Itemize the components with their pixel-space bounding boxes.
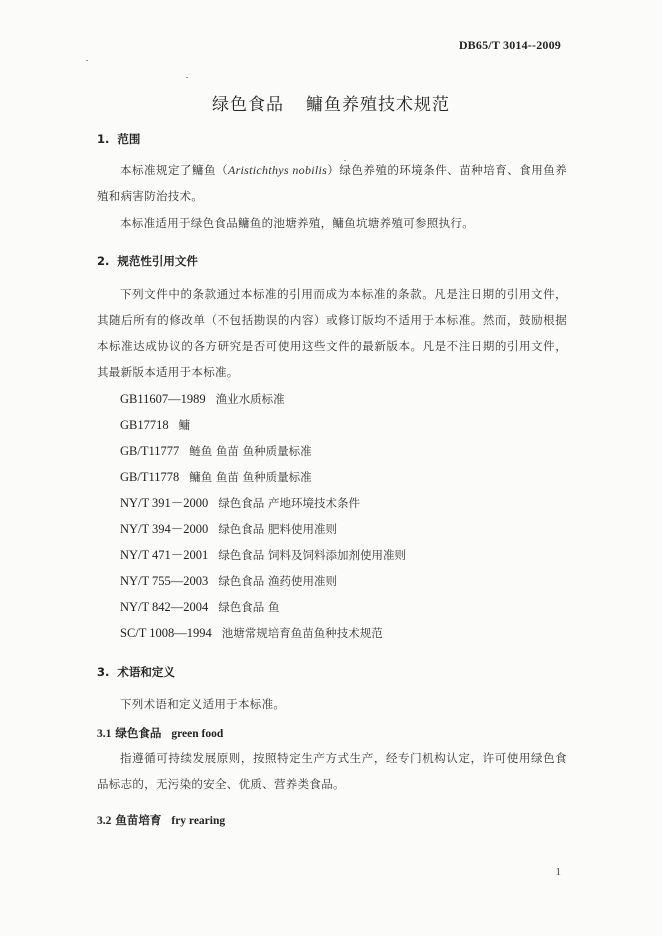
section-title: 规范性引用文件 [117, 254, 198, 268]
term-green-food-heading [97, 725, 223, 741]
reference-title: 鳙鱼 鱼苗 鱼种质量标准 [189, 470, 312, 484]
reference-item [120, 414, 406, 440]
scan-speck [86, 60, 88, 61]
section-number: 1. [97, 132, 110, 146]
reference-title: 绿色食品 渔药使用准则 [218, 574, 337, 588]
section-scope-heading [97, 131, 140, 147]
scope-paragraph-2: 本标准适用于绿色食品鳙鱼的池塘养殖，鳙鱼坑塘养殖可参照执行。 [120, 216, 474, 230]
reference-code: GB11607—1989 [120, 392, 206, 406]
reference-title: 鲢鱼 鱼苗 鱼种质量标准 [189, 444, 312, 458]
references-intro-paragraph: 下列文件中的条款通过本标准的引用而成为本标准的条款。凡是注日期的引用文件，其随后所有的修改单（不包括勘误的内容）或修订版均不适用于本标准。然而，鼓励根据本标准达成协议的各方研究是否可使用这些文件的最新版本。凡是不注日期的引用文件，其最新版本适用于本标准。 [97, 287, 567, 379]
scan-speck [186, 77, 188, 78]
reference-code: SC/T 1008—1994 [120, 626, 212, 640]
reference-code: GB/T11778 [120, 470, 180, 484]
reference-title: 池塘常规培育鱼苗鱼种技术规范 [221, 626, 383, 640]
page-number: 1 [555, 866, 561, 878]
section-number: 2. [97, 254, 110, 268]
reference-item [120, 466, 406, 492]
reference-item [120, 388, 406, 414]
title-part-2: 鳙鱼养殖技术规范 [306, 95, 450, 115]
section-references-heading [97, 253, 198, 269]
reference-list [120, 388, 406, 648]
reference-item [120, 440, 406, 466]
reference-code: NY/T 755—2003 [120, 574, 209, 588]
scan-speck [344, 160, 346, 161]
title-part-1: 绿色食品 [212, 95, 284, 115]
section-terms-heading [97, 664, 175, 680]
reference-code: GB/T11777 [120, 444, 180, 458]
reference-title: 绿色食品 肥料使用准则 [218, 522, 337, 536]
reference-code: GB17718 [120, 418, 169, 432]
section-title: 术语和定义 [117, 665, 175, 679]
reference-title: 绿色食品 鱼 [218, 600, 280, 614]
term-green-food-definition: 指遵循可持续发展原则，按照特定生产方式生产，经专门机构认定，许可使用绿色食品标志的，无污染的安全、优质、营养类食品。 [97, 751, 567, 791]
reference-item [120, 570, 406, 596]
reference-code: NY/T 391－2000 [120, 496, 209, 510]
reference-title: 鳙 [178, 418, 191, 432]
reference-title: 绿色食品 饲料及饲料添加剂使用准则 [218, 548, 406, 562]
reference-title: 渔业水质标准 [215, 392, 285, 406]
scope-paragraph-1: 本标准规定了鳙鱼（Aristichthys nobilis）绿色养殖的环境条件、苗种培育、食用鱼养殖和病害防治技术。 [97, 163, 568, 203]
reference-item [120, 596, 406, 622]
section-number: 3. [97, 665, 110, 679]
section-title: 范围 [117, 132, 141, 146]
reference-code: NY/T 394－2000 [120, 522, 209, 536]
terms-intro-paragraph: 下列术语和定义适用于本标准。 [120, 697, 286, 711]
reference-item [120, 622, 406, 648]
term-en: fry rearing [171, 815, 226, 827]
latin-species-name: Aristichthys nobilis [227, 163, 328, 177]
reference-item [120, 544, 406, 570]
term-cn: 鱼苗培育 [115, 813, 162, 827]
standard-code: DB65/T 3014--2009 [458, 38, 561, 52]
reference-item [120, 518, 406, 544]
reference-title: 绿色食品 产地环境技术条件 [218, 496, 360, 510]
reference-item [120, 492, 406, 518]
term-fry-rearing-heading [97, 812, 225, 828]
term-en: green food [171, 728, 224, 740]
term-number: 3.1 [97, 728, 112, 740]
reference-code: NY/T 471－2001 [120, 548, 209, 562]
document-title [0, 90, 662, 115]
term-cn: 绿色食品 [115, 726, 162, 740]
reference-code: NY/T 842—2004 [120, 600, 209, 614]
term-number: 3.2 [97, 815, 112, 827]
